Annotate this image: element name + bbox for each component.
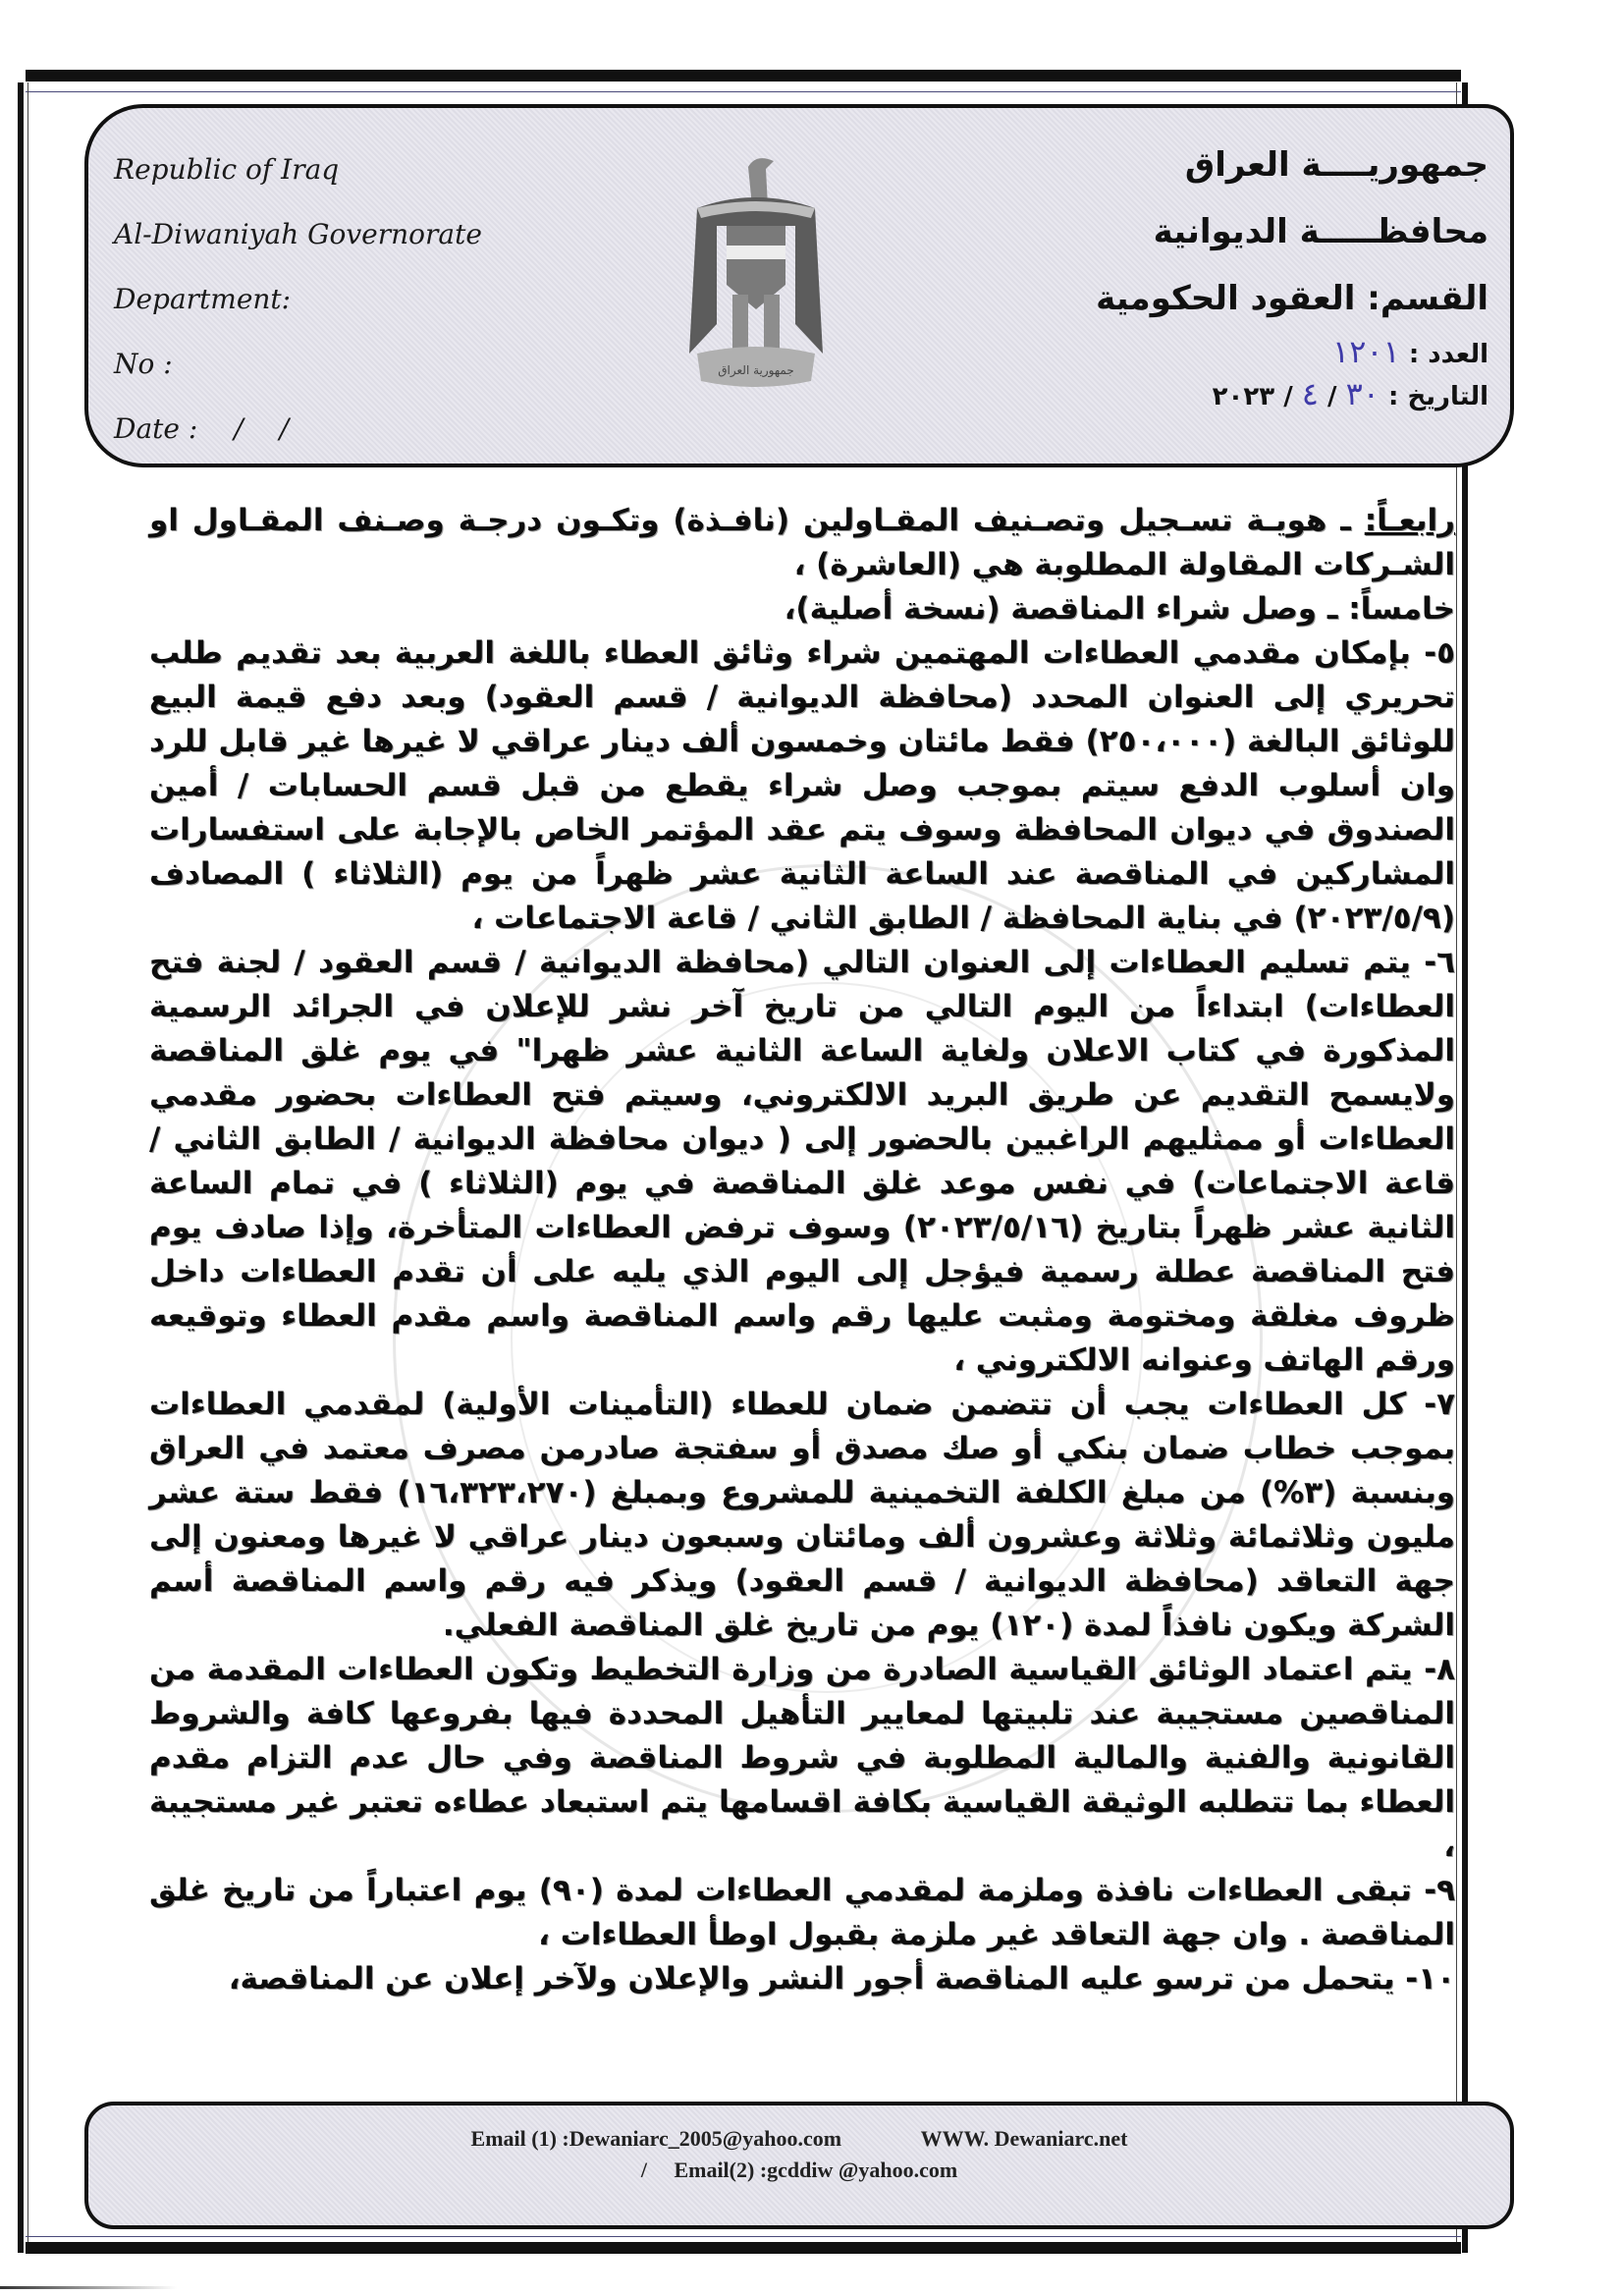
footer-email-1[interactable]: Email (1) :Dewaniarc_2005@yahoo.com xyxy=(470,2126,842,2151)
date-year: ٢٠٢٣ xyxy=(1212,382,1275,411)
frame-top-bar xyxy=(26,70,1461,82)
clause-10 xyxy=(149,1957,1455,2001)
clause-fourth xyxy=(149,499,1455,587)
date-label-en: Date : xyxy=(114,412,198,445)
document-number-row xyxy=(1096,332,1488,374)
clause-label: ٦- xyxy=(1424,945,1455,980)
date-separator: / xyxy=(279,412,289,445)
frame-left-bar xyxy=(18,82,24,2253)
clause-6 xyxy=(149,941,1455,1383)
clause-7 xyxy=(149,1383,1455,1648)
department-name-ar: القسم: العقود الحكومية xyxy=(1096,279,1488,318)
clause-label: رابعـاً: xyxy=(1364,503,1455,538)
number-label-ar: العدد : xyxy=(1408,340,1488,369)
governorate-name-ar: محافظـــــة الديوانية xyxy=(1153,212,1488,251)
clause-text: ـ وصل شراء المناقصة (نسخة أصلية)، xyxy=(784,591,1349,627)
footer-line-1 xyxy=(88,2123,1510,2155)
clause-fifth xyxy=(149,587,1455,631)
clause-text: يتحمل من ترسو عليه المناقصة أجور النشر والإعلان ولآخر إعلان عن المناقصة، xyxy=(228,1961,1406,1996)
footer-separator: / xyxy=(640,2158,647,2182)
department-label-en: Department: xyxy=(114,283,292,315)
frame-bottom-rule xyxy=(26,2236,1461,2237)
clause-text: كل العطاءات يجب أن تتضمن ضمان للعطاء (التأمينات الأولية) لمقدمي العطاءات بموجب خطاب ضمان بنكي أو صك مصدق أو سفتجة صادرمن مصرف معتمد في العراق وبنسبة (٣%) من مبلغ الكلفة التخمينية للمشروع وبمبلغ (١٦،٣٢٣،٢٧٠) فقط ستة عشر مليون وثلاثمائة وثلاثة وعشرون ألف ومائتان وسبعون دينار عراقي لا غيرها ومعنون إلى جهة التعاقد (محافظة الديوانية / قسم العقود) ويذكر فيه رقم واسم المناقصة أسم الشركة ويكون نافذاً لمدة (١٢٠) يوم من تاريخ غلق المناقصة الفعلي. xyxy=(149,1387,1456,1643)
clause-label: خامساً: xyxy=(1348,591,1455,627)
clause-8 xyxy=(149,1648,1455,1869)
letterhead-header xyxy=(84,104,1514,467)
number-label-en: No : xyxy=(114,348,173,380)
date-day-handwritten: ٣٠ xyxy=(1345,375,1380,412)
clause-label: ٧- xyxy=(1424,1387,1455,1422)
country-name-ar: جمهوريــــة العراق xyxy=(1184,145,1488,185)
clause-label: ٥- xyxy=(1424,635,1455,671)
iraq-eagle-emblem-icon xyxy=(658,147,854,403)
document-date-row: التاريخ : ٣٠ / ٤ / ٢٠٢٣ xyxy=(1212,375,1488,412)
date-row-en xyxy=(114,397,482,462)
clause-text: يتم اعتماد الوثائق القياسية الصادرة من وزارة التخطيط وتكون العطاءات المقدمة من المناقصين مستجيبة عند تلبيتها لمعايير التأهيل المحددة فيها بفروعها كافة والشروط القانونية والفنية والمالية المطلوبة في شروط المناقصة وفي حال عدم التزام مقدم العطاء بما تتطلبه الوثيقة القياسية بكافة اقسامها يتم استبعاد عطاءه تعتبر غير مستجيبة ، xyxy=(149,1652,1455,1864)
letterhead-footer xyxy=(84,2102,1514,2229)
frame-left-rule xyxy=(27,82,28,2253)
frame-top-rule xyxy=(26,91,1461,92)
date-separator: / xyxy=(234,412,243,445)
clause-label: ٨- xyxy=(1424,1652,1455,1687)
document-number-handwritten: ١٢٠١ xyxy=(1332,333,1400,370)
svg-text:جمهورية العراق: جمهورية العراق xyxy=(718,363,794,377)
clause-label: ٩- xyxy=(1424,1873,1455,1908)
country-name-en: Republic of Iraq xyxy=(114,153,340,186)
clause-text: ـ هويـة تسـجيل وتصـنيف المقـاولين (نافـذة) وتكـون درجـة وصـنف المقـاول او الشـركات المقاولة المطلوبة هي (العاشرة) ، xyxy=(149,503,1455,582)
date-label-ar: التاريخ : xyxy=(1388,382,1488,411)
clause-label: ١٠- xyxy=(1405,1961,1455,1996)
footer-website-link[interactable]: WWW. Dewaniarc.net xyxy=(920,2126,1128,2151)
header-english-block xyxy=(114,137,482,462)
header-arabic-block xyxy=(1096,132,1488,416)
footer-email-2[interactable]: Email(2) :gcddiw @yahoo.com xyxy=(674,2158,958,2182)
date-month-handwritten: ٤ xyxy=(1301,375,1319,412)
scan-artifact xyxy=(0,2286,177,2289)
clause-9 xyxy=(149,1869,1455,1957)
clause-text: تبقى العطاءات نافذة وملزمة لمقدمي العطاءات لمدة (٩٠) يوم اعتباراً من تاريخ غلق المناقصة . وان جهة التعاقد غير ملزمة بقبول اوطأ العطاءات ، xyxy=(149,1873,1455,1952)
clause-text: بإمكان مقدمي العطاءات المهتمين شراء وثائق العطاء باللغة العربية بعد تقديم طلب تحريري إلى العنوان المحدد (محافظة الديوانية / قسم العقود) وبعد دفع قيمة البيع للوثائق البالغة (٢٥٠،٠٠٠) فقط مائتان وخمسون ألف دينار عراقي لا غيرها غير قابل للرد وان أسلوب الدفع سيتم بموجب وصل شراء يقطع من قبل قسم الحسابات / أمين الصندوق في ديوان المحافظة وسوف يتم عقد المؤتمر الخاص بالإجابة على استفسارات المشاركين في المناقصة عند الساعة الثانية عشر ظهراً من يوم (الثلاثاء ) المصادف (٢٠٢٣/٥/٩) في بناية المحافظة / الطابق الثاني / قاعة الاجتماعات ، xyxy=(149,635,1455,936)
clause-text: يتم تسليم العطاءات إلى العنوان التالي (محافظة الديوانية / قسم العقود / لجنة فتح العطاءات) ابتداءاً من اليوم التالي من تاريخ آخر نشر للإعلان في الجرائد الرسمية المذكورة في كتاب الاعلان ولغاية الساعة الثانية عشر ظهرا" في يوم غلق المناقصة ولايسمح التقديم عن طريق البريد الالكتروني، وسيتم فتح العطاءات بحضور مقدمي العطاءات أو ممثليهم الراغبين بالحضور إلى ( ديوان محافظة الديوانية / الطابق الثاني / قاعة الاجتماعات) في نفس موعد غلق المناقصة في يوم (الثلاثاء ) في تمام الساعة الثانية عشر ظهراً بتاريخ (٢٠٢٣/٥/١٦) وسوف ترفض العطاءات المتأخرة، وإذا صادف يوم فتح المناقصة عطلة رسمية فيؤجل إلى اليوم الذي يليه على أن تقدم العطاءات داخل ظروف مغلقة ومختومة ومثبت عليها رقم واسم المناقصة واسم مقدم العطاء وتوقيعه ورقم الهاتف وعنوانه الالكتروني ، xyxy=(149,945,1455,1378)
frame-bottom-bar xyxy=(26,2242,1461,2254)
document-body xyxy=(149,499,1455,2001)
clause-5 xyxy=(149,631,1455,941)
governorate-name-en: Al-Diwaniyah Governorate xyxy=(114,218,482,250)
footer-line-2 xyxy=(88,2155,1510,2186)
